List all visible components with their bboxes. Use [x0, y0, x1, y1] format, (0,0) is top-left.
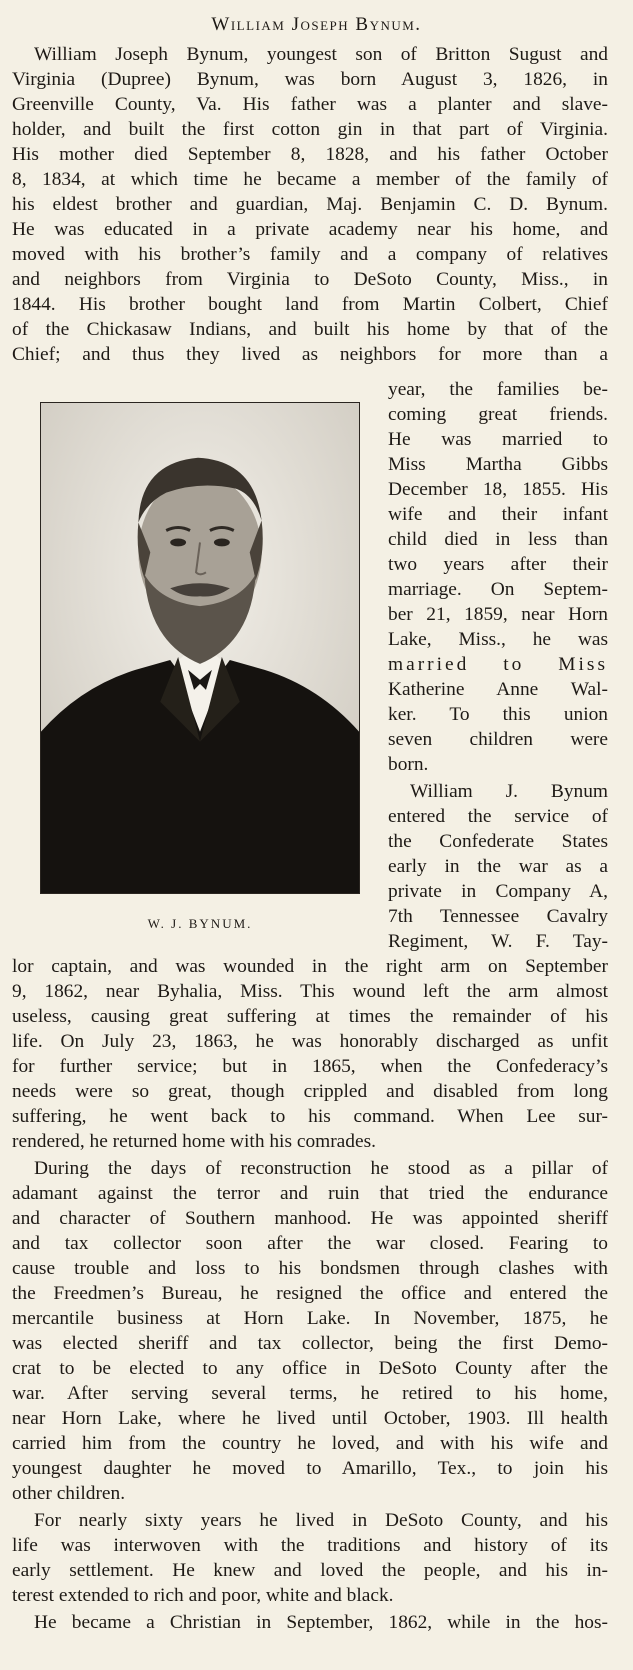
portrait-illustration — [41, 403, 359, 893]
text-line: Katherine Anne Wal- — [388, 679, 608, 700]
text-line: and character of Southern manhood. He was appointed sheriff — [12, 1208, 608, 1229]
text-line: for further service; but in 1865, when the Confederacy’s — [12, 1056, 608, 1077]
text-line: year, the families be- — [388, 379, 608, 400]
text-line: For nearly sixty years he lived in DeSoto County, and his — [34, 1510, 608, 1531]
text-line: William J. Bynum — [410, 781, 608, 802]
text-line: 1844. His brother bought land from Martin Colbert, Chief — [12, 294, 608, 315]
text-line: 9, 1862, near Byhalia, Miss. This wound left the arm almost — [12, 981, 608, 1002]
text-line: his eldest brother and guardian, Maj. Benjamin C. D. Bynum. — [12, 194, 608, 215]
text-line: youngest daughter he moved to Amarillo, Tex., to join his — [12, 1458, 608, 1479]
text-line: 8, 1834, at which time he became a member of the family of — [12, 169, 608, 190]
text-line: 7th Tennessee Cavalry — [388, 906, 608, 927]
text-line: adamant against the terror and ruin that tried the endurance — [12, 1183, 608, 1204]
text-line: coming great friends. — [388, 404, 608, 425]
text-line: child died in less than — [388, 529, 608, 550]
text-line: near Horn Lake, where he lived until October, 1903. Ill health — [12, 1408, 608, 1429]
text-line: marriage. On Septem- — [388, 579, 608, 600]
text-line: was elected sheriff and tax collector, being the first Demo- — [12, 1333, 608, 1354]
text-line: moved with his brother’s family and a company of relatives — [12, 244, 608, 265]
text-line: two years after their — [388, 554, 608, 575]
text-line: ker. To this union — [388, 704, 608, 725]
text-line: He was educated in a private academy near his home, and — [12, 219, 608, 240]
text-line: early in the war as a — [388, 856, 608, 877]
text-line: William Joseph Bynum, youngest son of Britton Sugust and — [34, 44, 608, 65]
text-line: Virginia (Dupree) Bynum, was born August 3, 1826, in — [12, 69, 608, 90]
portrait-photo — [40, 402, 360, 894]
text-line: holder, and built the first cotton gin in that part of Virginia. — [12, 119, 608, 140]
text-line: Regiment, W. F. Tay- — [388, 931, 608, 952]
portrait-caption: W. J. BYNUM. — [147, 916, 253, 931]
text-line: the Confederate States — [388, 831, 608, 852]
text-line: early settlement. He knew and loved the people, and his in- — [12, 1560, 608, 1581]
text-line: entered the service of — [388, 806, 608, 827]
text-line: December 18, 1855. His — [388, 479, 608, 500]
text-line: mercantile business at Horn Lake. In November, 1875, he — [12, 1308, 608, 1329]
text-line: His mother died September 8, 1828, and his father October — [12, 144, 608, 165]
text-line: married to Miss — [388, 654, 608, 675]
text-line: He became a Christian in September, 1862, while in the hos- — [34, 1612, 608, 1633]
text-line: terest extended to rich and poor, white and black. — [12, 1585, 394, 1606]
text-line: rendered, he returned home with his comrades. — [12, 1131, 376, 1152]
text-line: Greenville County, Va. His father was a planter and slave- — [12, 94, 608, 115]
text-line: cause trouble and loss to his bondsmen through clashes with — [12, 1258, 608, 1279]
text-line: private in Company A, — [388, 881, 608, 902]
text-line: lor captain, and was wounded in the right arm on September — [12, 956, 608, 977]
text-line: wife and their infant — [388, 504, 608, 525]
text-line: crat to be elected to any office in DeSoto County after the — [12, 1358, 608, 1379]
page-title: William Joseph Bynum. — [211, 14, 422, 35]
text-line: other children. — [12, 1483, 126, 1504]
text-line: needs were so great, though crippled and disabled from long — [12, 1081, 608, 1102]
text-line: During the days of reconstruction he stood as a pillar of — [34, 1158, 608, 1179]
text-line: Lake, Miss., he was — [388, 629, 608, 650]
text-line: Chief; and thus they lived as neighbors for more than a — [12, 344, 608, 365]
text-line: ber 21, 1859, near Horn — [388, 604, 608, 625]
text-line: born. — [388, 754, 429, 775]
text-line: carried him from the country he loved, and with his wife and — [12, 1433, 608, 1454]
text-line: and tax collector soon after the war closed. Fearing to — [12, 1233, 608, 1254]
text-line: the Freedmen’s Bureau, he resigned the office and entered the — [12, 1283, 608, 1304]
text-line: suffering, he went back to his command. When Lee sur- — [12, 1106, 608, 1127]
text-line: war. After serving several terms, he retired to his home, — [12, 1383, 608, 1404]
text-line: and neighbors from Virginia to DeSoto County, Miss., in — [12, 269, 608, 290]
text-line: useless, causing great suffering at times the remainder of his — [12, 1006, 608, 1027]
text-line: of the Chickasaw Indians, and built his home by that of the — [12, 319, 608, 340]
text-line: life. On July 23, 1863, he was honorably discharged as unfit — [12, 1031, 608, 1052]
text-line: seven children were — [388, 729, 608, 750]
text-line: Miss Martha Gibbs — [388, 454, 608, 475]
text-line: He was married to — [388, 429, 608, 450]
text-line: life was interwoven with the traditions and history of its — [12, 1535, 608, 1556]
